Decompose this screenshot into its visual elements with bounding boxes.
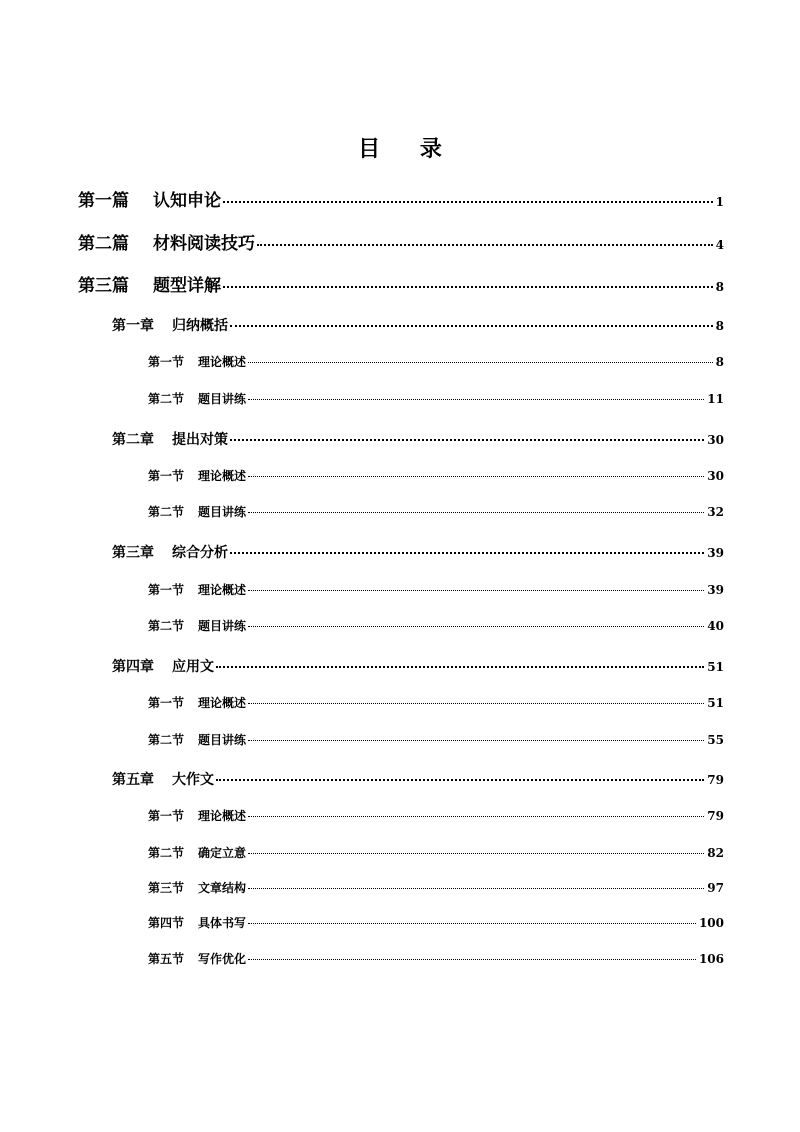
toc-section-entry[interactable] (148, 879, 724, 896)
toc-section-number: 第二节 (148, 846, 185, 860)
toc-part-title: 题型详解 (153, 276, 221, 296)
page-title: 目 录 (358, 136, 458, 162)
toc-chapter-entry[interactable] (112, 315, 724, 335)
dot-leader (257, 244, 713, 246)
toc-section-entry[interactable] (148, 503, 724, 520)
toc-section-number: 第一节 (148, 583, 185, 597)
toc-section-title: 理论概述 (198, 696, 247, 710)
toc-section-entry[interactable] (148, 914, 724, 931)
dot-leader (248, 362, 713, 363)
toc-chapter-number: 第三章 (112, 545, 154, 561)
toc-chapter-entry[interactable] (112, 769, 724, 789)
toc-chapter-title: 综合分析 (172, 545, 228, 561)
toc-page-number: 30 (707, 433, 724, 447)
toc-section-entry[interactable] (148, 353, 724, 370)
dot-leader (248, 590, 704, 591)
toc-page-number: 55 (707, 733, 724, 747)
toc-section-number: 第四节 (148, 916, 185, 930)
toc-chapter-entry[interactable] (112, 542, 724, 562)
toc-section-title: 具体书写 (198, 916, 247, 930)
toc-page-number: 79 (707, 809, 724, 823)
dot-leader (248, 740, 704, 741)
toc-part-title: 材料阅读技巧 (153, 234, 255, 254)
toc-page-number: 8 (715, 319, 724, 333)
dot-leader (248, 923, 696, 924)
dot-leader (223, 201, 713, 203)
toc-page-number: 40 (707, 619, 724, 633)
toc-page-number: 79 (707, 773, 724, 787)
dot-leader (248, 512, 704, 513)
dot-leader (216, 779, 704, 781)
toc-part-number: 第一篇 (78, 191, 129, 211)
toc-chapter-number: 第二章 (112, 432, 154, 448)
toc-page-number: 8 (715, 280, 724, 294)
toc-section-entry[interactable] (148, 950, 724, 967)
toc-chapter-entry[interactable] (112, 429, 724, 449)
dot-leader (216, 666, 704, 668)
toc-section-entry[interactable] (148, 807, 724, 824)
toc-section-title: 题目讲练 (198, 733, 247, 747)
dot-leader (248, 703, 704, 704)
dot-leader (248, 476, 704, 477)
toc-section-entry[interactable] (148, 581, 724, 598)
toc-part-number: 第二篇 (78, 234, 129, 254)
toc-section-number: 第一节 (148, 696, 185, 710)
toc-page-number: 8 (715, 355, 724, 369)
toc-part-number: 第三篇 (78, 276, 129, 296)
toc-chapter-number: 第五章 (112, 772, 154, 788)
toc-page-number: 97 (707, 881, 724, 895)
toc-page-number: 51 (707, 696, 724, 710)
toc-section-number: 第二节 (148, 392, 185, 406)
dot-leader (223, 286, 713, 288)
toc-section-title: 理论概述 (198, 809, 247, 823)
dot-leader (230, 325, 713, 327)
toc-page-number: 51 (707, 660, 724, 674)
toc-section-title: 理论概述 (198, 469, 247, 483)
toc-section-entry[interactable] (148, 694, 724, 711)
dot-leader (248, 399, 704, 400)
toc-section-entry[interactable] (148, 390, 724, 407)
toc-section-number: 第五节 (148, 952, 185, 966)
toc-chapter-number: 第一章 (112, 318, 154, 334)
toc-part-entry[interactable] (78, 229, 724, 254)
toc-section-title: 题目讲练 (198, 392, 247, 406)
toc-chapter-entry[interactable] (112, 656, 724, 676)
toc-section-entry[interactable] (148, 731, 724, 748)
toc-section-title: 理论概述 (198, 355, 247, 369)
dot-leader (248, 888, 704, 889)
toc-section-number: 第二节 (148, 733, 185, 747)
toc-page-number: 32 (707, 505, 724, 519)
toc-page-number: 4 (715, 238, 724, 252)
toc-section-entry[interactable] (148, 467, 724, 484)
toc-section-number: 第二节 (148, 505, 185, 519)
toc-section-title: 确定立意 (198, 846, 247, 860)
dot-leader (248, 816, 704, 817)
toc-section-number: 第三节 (148, 881, 185, 895)
dot-leader (248, 626, 704, 627)
toc-page-number: 1 (715, 195, 724, 209)
toc-section-entry[interactable] (148, 617, 724, 634)
toc-section-title: 文章结构 (198, 881, 247, 895)
dot-leader (248, 853, 704, 854)
dot-leader (230, 552, 704, 554)
toc-section-title: 理论概述 (198, 583, 247, 597)
toc-part-title: 认知申论 (153, 191, 221, 211)
toc-section-number: 第一节 (148, 355, 185, 369)
toc-page-number: 11 (707, 392, 724, 406)
toc-section-title: 写作优化 (198, 952, 247, 966)
toc-section-number: 第二节 (148, 619, 185, 633)
dot-leader (248, 959, 696, 960)
toc-part-entry[interactable] (78, 186, 724, 211)
toc-section-title: 题目讲练 (198, 505, 247, 519)
toc-section-number: 第一节 (148, 469, 185, 483)
toc-page-number: 39 (707, 583, 724, 597)
toc-chapter-number: 第四章 (112, 659, 154, 675)
toc-chapter-title: 归纳概括 (172, 318, 228, 334)
toc-page-number: 106 (698, 952, 724, 966)
toc-chapter-title: 应用文 (172, 659, 214, 675)
toc-part-entry[interactable] (78, 271, 724, 296)
dot-leader (230, 439, 704, 441)
toc-page-number: 30 (707, 469, 724, 483)
toc-section-entry[interactable] (148, 844, 724, 861)
toc-page-number: 82 (707, 846, 724, 860)
toc-page-number: 39 (707, 546, 724, 560)
toc-section-number: 第一节 (148, 809, 185, 823)
toc-chapter-title: 大作文 (172, 772, 214, 788)
toc-chapter-title: 提出对策 (172, 432, 228, 448)
toc-section-title: 题目讲练 (198, 619, 247, 633)
toc-page-number: 100 (698, 916, 724, 930)
